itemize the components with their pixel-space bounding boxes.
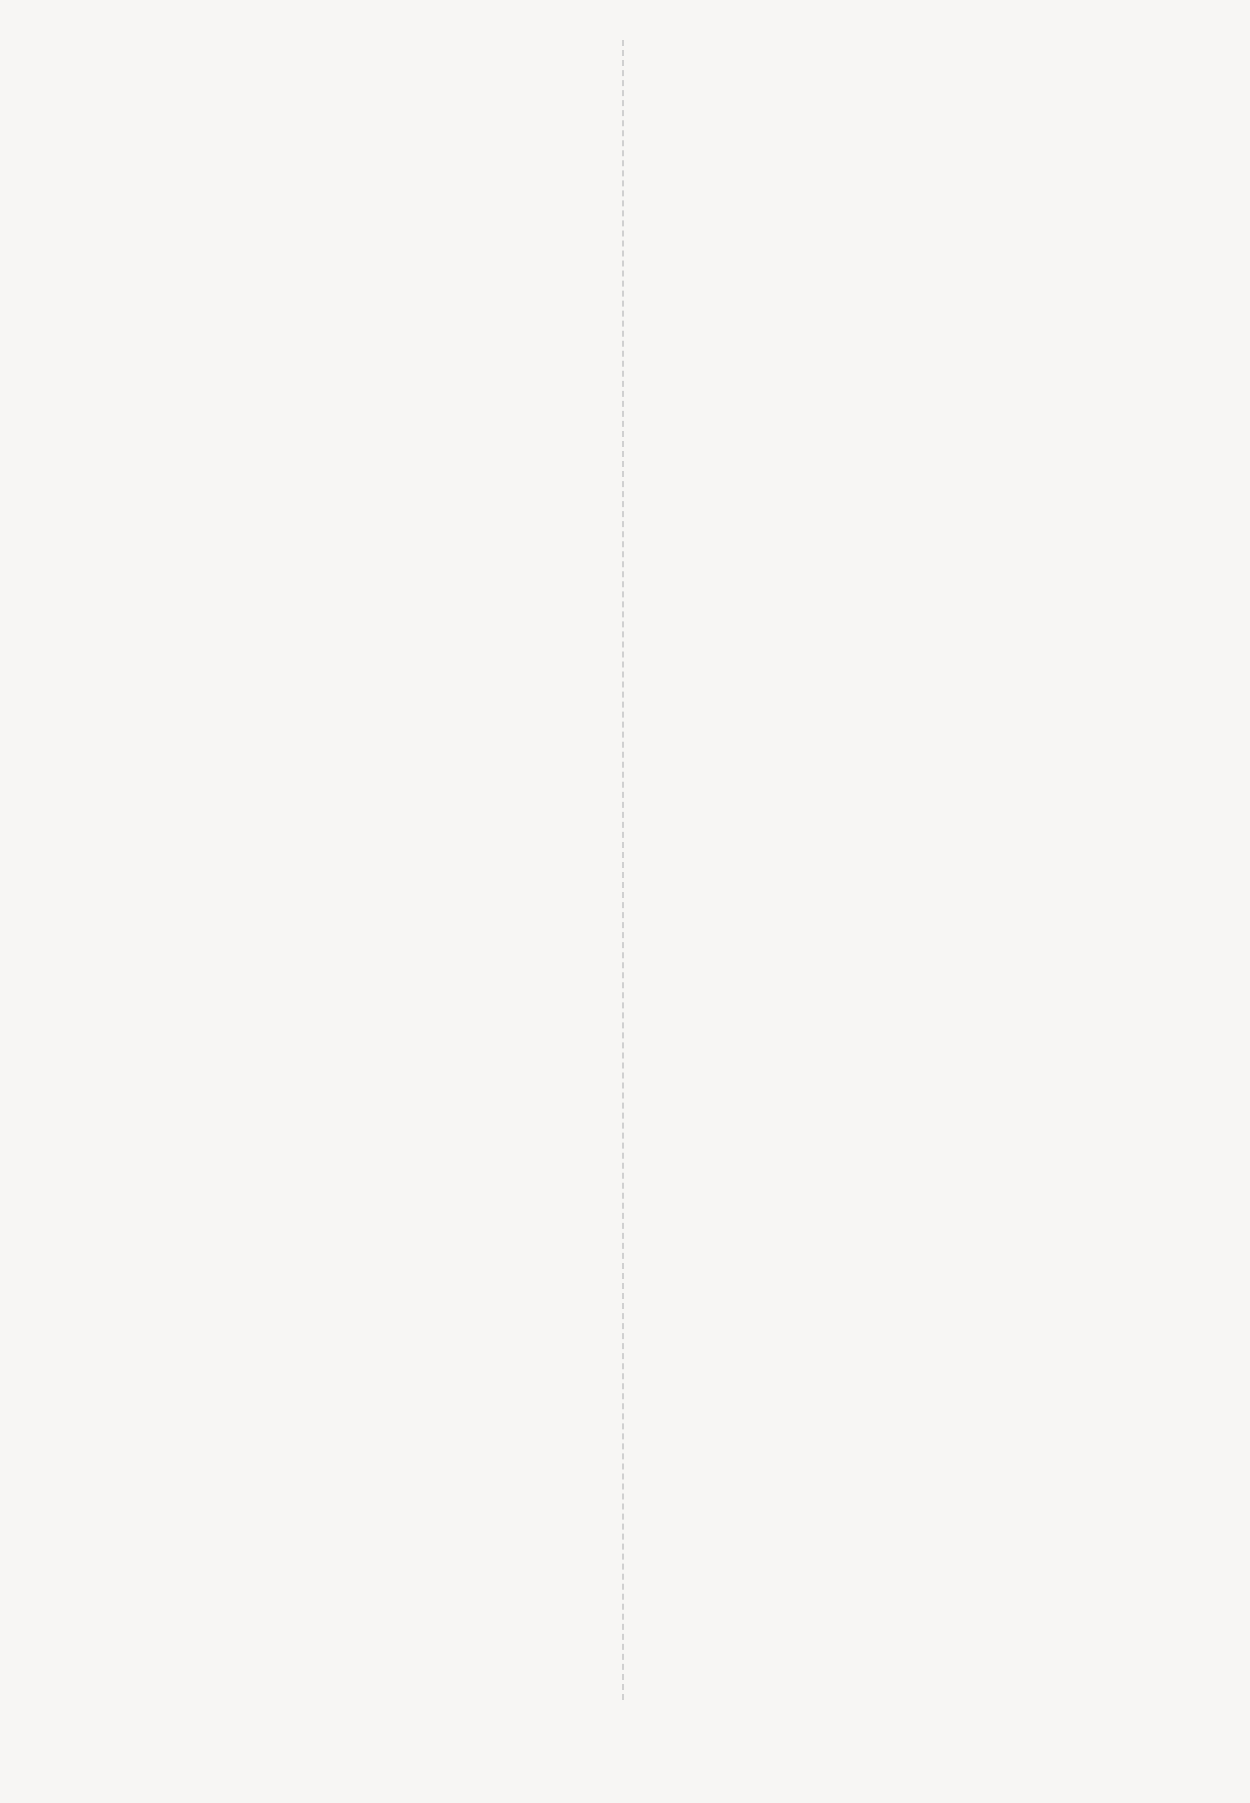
column-divider — [622, 40, 624, 1700]
